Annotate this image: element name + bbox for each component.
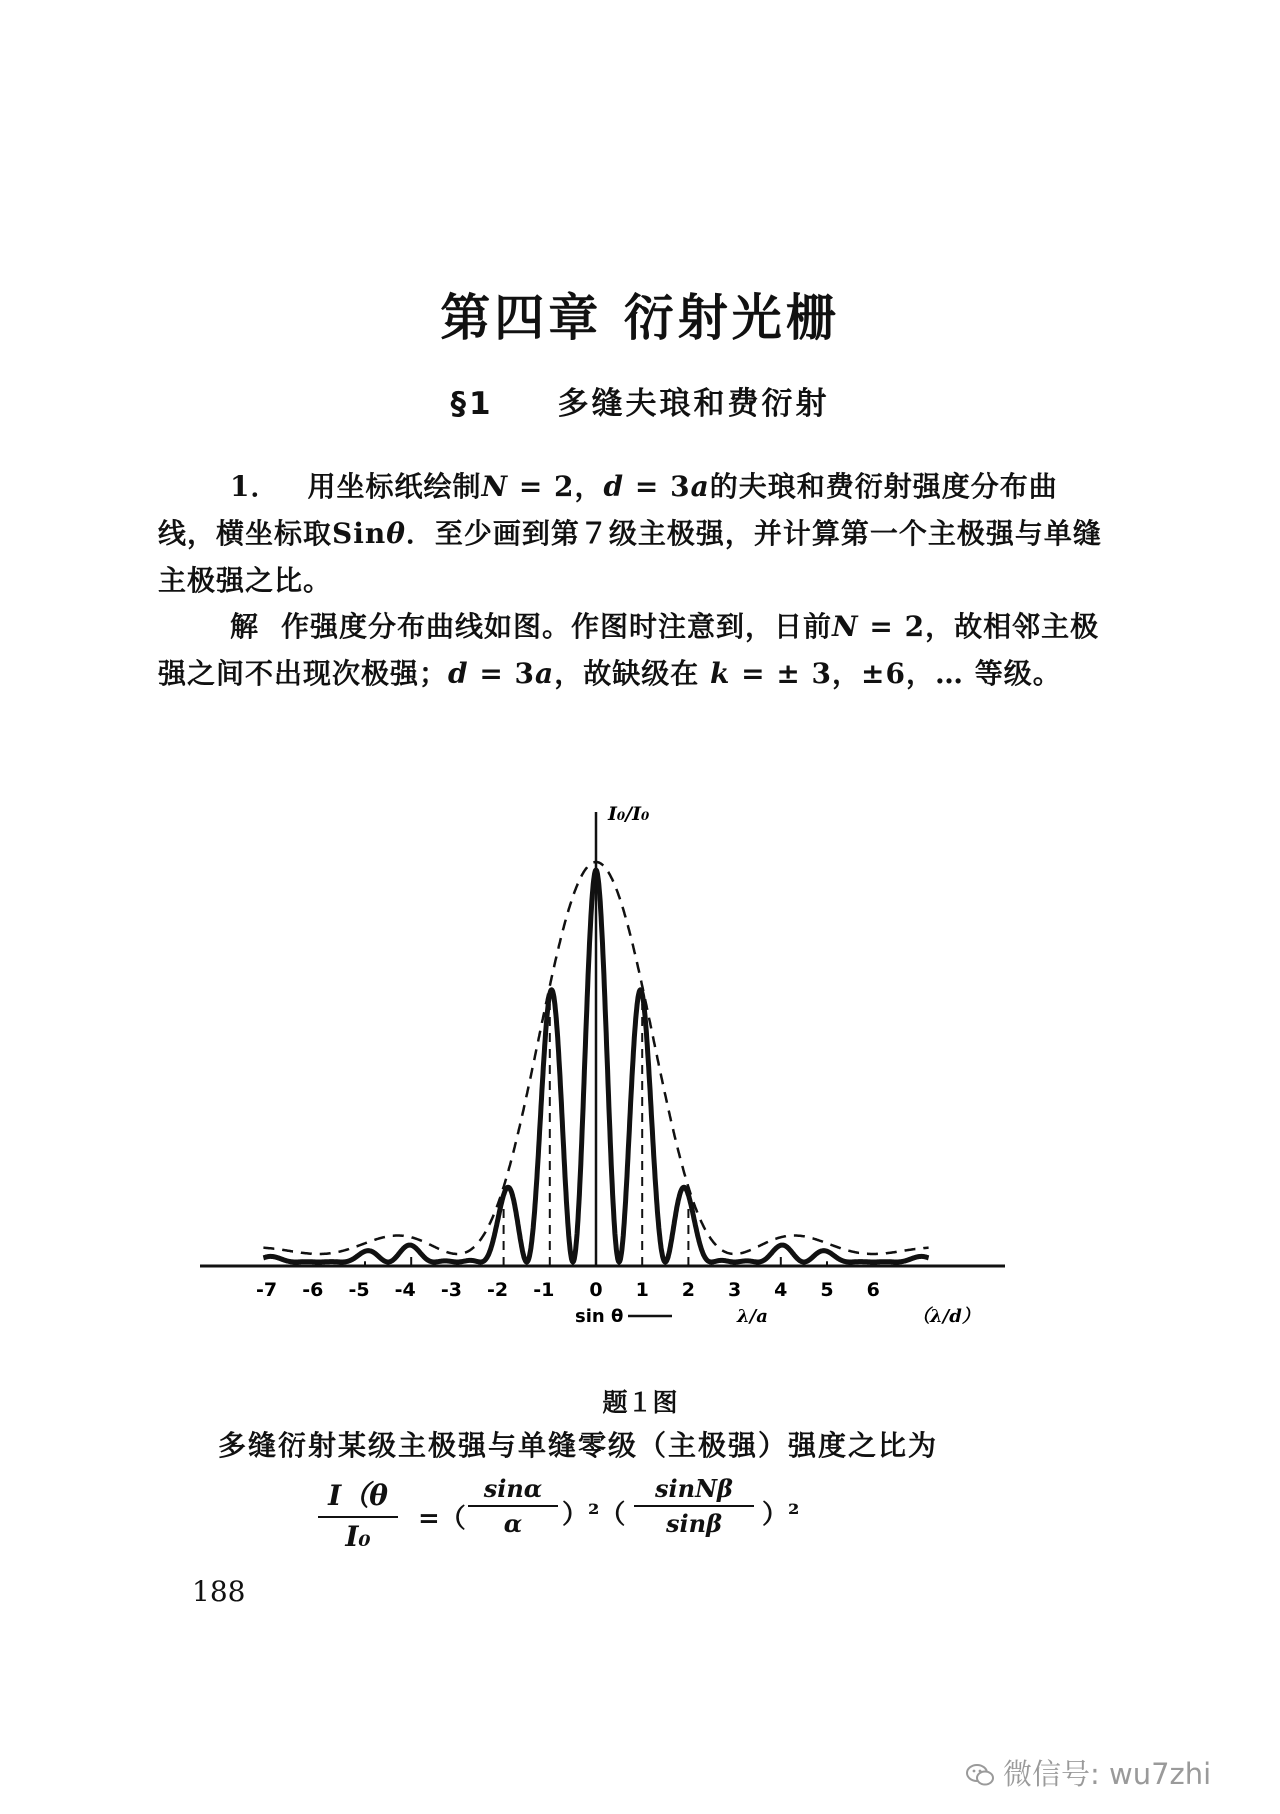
page-number: 188 bbox=[192, 1575, 246, 1608]
symbol-N: N bbox=[481, 470, 509, 503]
x-tick-label: 6 bbox=[866, 1279, 880, 1301]
intensity-formula bbox=[300, 1470, 860, 1565]
x-tick-label: 3 bbox=[727, 1279, 742, 1301]
y-axis-label: I₀/I₀ bbox=[608, 803, 650, 825]
fraction-bar bbox=[318, 1516, 398, 1518]
x-tick-label: -6 bbox=[302, 1279, 324, 1301]
solution-paragraph bbox=[158, 603, 1110, 697]
problem-number: 1． bbox=[230, 470, 280, 503]
x-tick-label: 0 bbox=[589, 1279, 603, 1301]
intensity-chart bbox=[190, 790, 1030, 1350]
symbol-theta: θ bbox=[386, 517, 406, 550]
formula-lhs-denominator: I₀ bbox=[345, 1520, 371, 1553]
problem-paragraph bbox=[158, 463, 1110, 604]
formula-close-1: ）²（ bbox=[562, 1500, 626, 1530]
solution-text-2: = 2，故相邻主极强之间不出现次极强； bbox=[158, 610, 1100, 690]
formula-lhs-numerator: I（θ bbox=[328, 1479, 388, 1512]
x-tick-label: 2 bbox=[681, 1279, 696, 1301]
factor-2-numerator: sinNβ bbox=[655, 1474, 733, 1503]
x-tick-label: -2 bbox=[487, 1279, 509, 1301]
problem-eq-2: = 3 bbox=[624, 470, 691, 503]
x-tick-label: 1 bbox=[635, 1279, 649, 1301]
x-tick-label: -3 bbox=[440, 1279, 462, 1301]
symbol-a: a bbox=[690, 470, 710, 503]
wechat-icon bbox=[965, 1761, 995, 1787]
ratio-statement: 多缝衍射某级主极强与单缝零级（主极强）强度之比为 bbox=[218, 1429, 939, 1462]
chapter-title: 第四章 衍射光栅 bbox=[440, 288, 840, 347]
section-heading bbox=[0, 378, 1280, 423]
solution-text-3: = 3 bbox=[468, 657, 536, 690]
problem-text-1: 用坐标纸绘制 bbox=[307, 470, 482, 503]
solution-text-5: = ± 3，±6，… 等级。 bbox=[730, 657, 1062, 690]
formula-close-2: ）² bbox=[762, 1500, 800, 1530]
x-label-lambda-a: λ/a bbox=[737, 1306, 768, 1327]
watermark-text: 微信号: wu7zhi bbox=[1003, 1757, 1212, 1791]
problem-eq-1: = 2， bbox=[508, 470, 604, 503]
x-tick-label: 5 bbox=[820, 1279, 834, 1301]
symbol-N: N bbox=[832, 610, 859, 643]
x-tick-label: -7 bbox=[256, 1279, 278, 1301]
factor-1-numerator: sinα bbox=[483, 1474, 543, 1503]
fraction-bar bbox=[468, 1505, 558, 1507]
section-number: §1 bbox=[450, 386, 494, 422]
formula-lhs bbox=[318, 1474, 398, 1553]
fraction-bar bbox=[634, 1505, 754, 1507]
section-title: 多缝夫琅和费衍射 bbox=[557, 386, 830, 422]
x-tick-label: -4 bbox=[394, 1279, 416, 1301]
solution-text-4: ，故缺级在 bbox=[554, 657, 710, 690]
x-label-lambda-d: （λ/d） bbox=[912, 1306, 980, 1327]
figure-caption: 题１图 bbox=[602, 1388, 678, 1417]
x-tick-label: -1 bbox=[533, 1279, 555, 1301]
solution-text-1: 作强度分布曲线如图。作图时注意到，日前 bbox=[281, 610, 833, 643]
symbol-d: d bbox=[448, 657, 469, 690]
factor-1-denominator: α bbox=[503, 1509, 523, 1538]
problem-text-2: 的夫琅和费衍射强度分布曲线，横坐标取Sin bbox=[158, 470, 1058, 550]
symbol-a: a bbox=[535, 657, 555, 690]
watermark bbox=[965, 1752, 1211, 1793]
formula-equals: =（ bbox=[418, 1504, 466, 1534]
problem-text-3: ．至少画到第７级主极强，并计算第一个主极强与单缝主极强之比。 bbox=[158, 517, 1102, 597]
formula-factor-2 bbox=[634, 1474, 754, 1538]
factor-2-denominator: sinβ bbox=[665, 1509, 722, 1538]
x-tick-label: -5 bbox=[348, 1279, 370, 1301]
x-tick-label: 4 bbox=[774, 1279, 788, 1301]
formula-factor-1 bbox=[468, 1474, 558, 1538]
symbol-d: d bbox=[603, 470, 625, 503]
x-label-sin-theta: sin θ bbox=[575, 1306, 624, 1327]
solution-label: 解 bbox=[230, 610, 260, 643]
symbol-k: k bbox=[709, 657, 731, 690]
